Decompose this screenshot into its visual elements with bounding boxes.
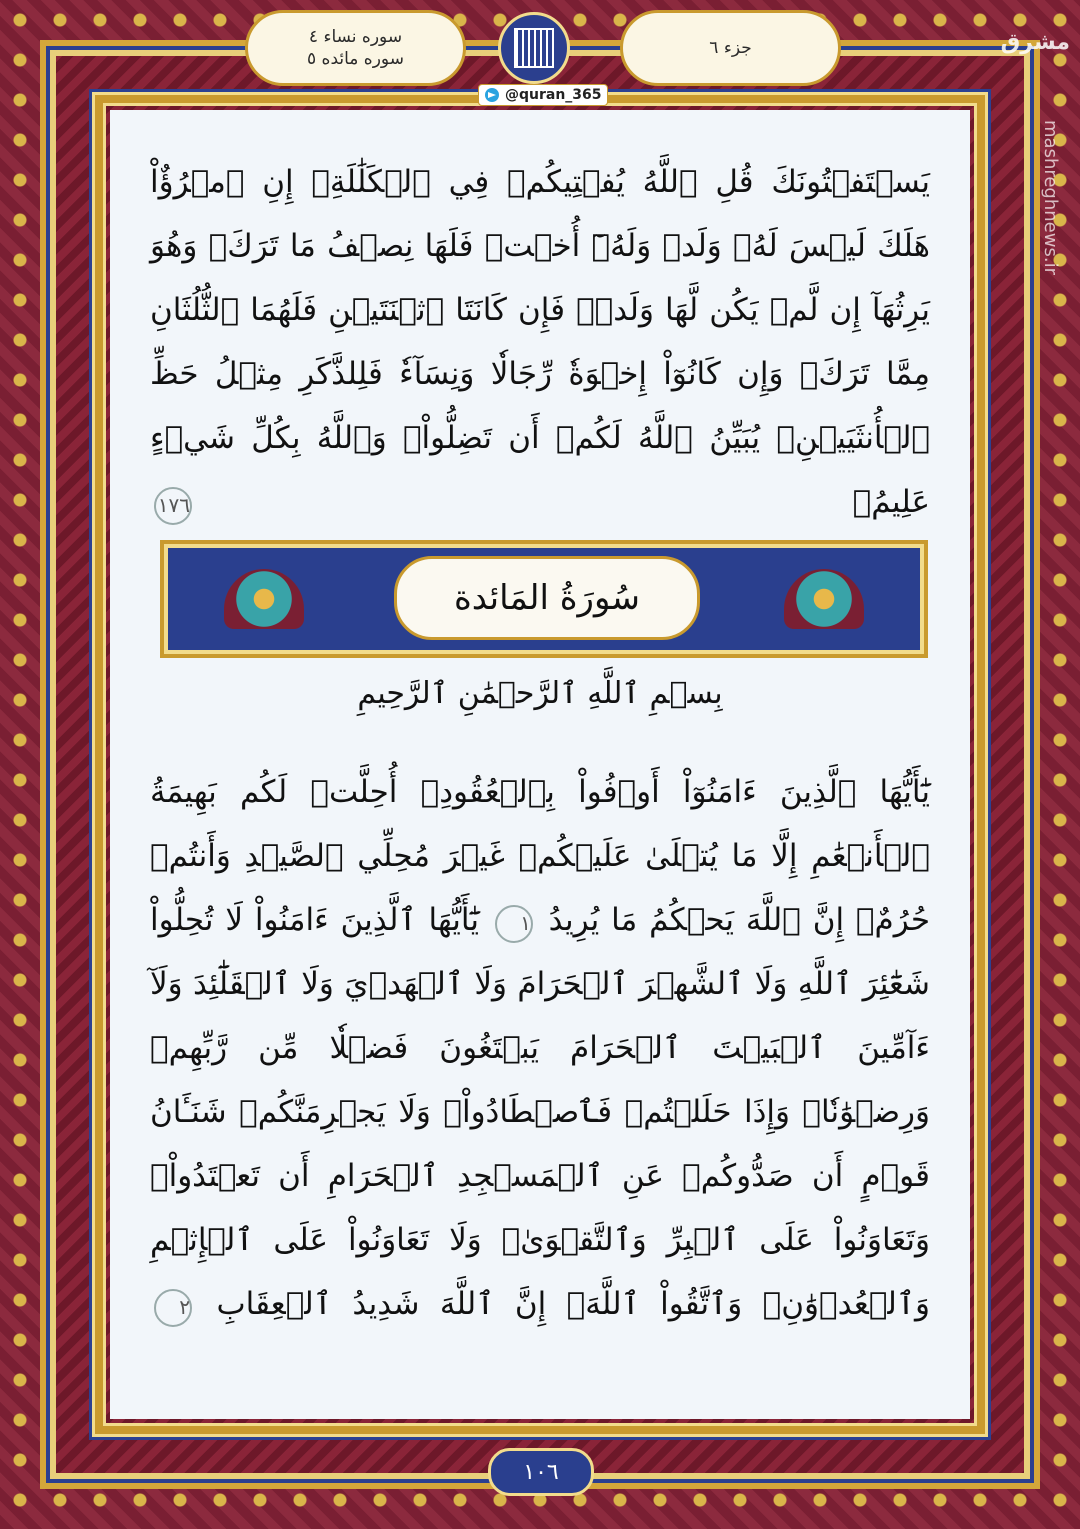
ornament-right-icon — [784, 569, 864, 629]
ayah-number-2: ٢ — [154, 1289, 192, 1327]
corner-watermark: مشرق — [1000, 30, 1070, 55]
surah-banner — [160, 540, 928, 658]
juz-header-cartouche — [620, 10, 841, 86]
header-juz: جزء ٦ — [709, 38, 752, 58]
verse-176: يَسۡتَفۡتُونَكَ قُلِ ٱللَّهُ يُفۡتِيكُمۡ فِي ٱلۡكَلَٰلَةِۚ إِنِ ٱمۡرُؤٌاْ هَلَكَ لَيۡسَ لَهُۥ وَلَدٞ وَلَهُۥٓ أُخۡتٞ فَلَهَا نِصۡفُ مَا تَرَكَۚ وَهُوَ يَرِثُهَآ إِن لَّمۡ يَكُن لَّهَا وَلَدٞۚ فَإِن كَانَتَا ٱثۡنَتَيۡنِ فَلَهُمَا ٱلثُّلُثَانِ مِمَّا تَرَكَۚ وَإِن كَانُوٓاْ إِخۡوَةٗ رِّجَالٗا وَنِسَآءٗ فَلِلذَّكَرِ مِثۡلُ حَظِّ ٱلۡأُنثَيَيۡنِۗ يُبَيِّنُ ٱللَّهُ لَكُمۡ أَن تَضِلُّواْۗ وَٱللَّهُ بِكُلِّ شَيۡءٍ عَلِيمُۢ — [150, 164, 930, 520]
verse-block-maidah — [150, 760, 930, 1336]
verse-2: يَٰٓأَيُّهَا ٱلَّذِينَ ءَامَنُواْ لَا تُحِلُّواْ شَعَٰٓئِرَ ٱللَّهِ وَلَا ٱلشَّهۡرَ ٱلۡحَرَامَ وَلَا ٱلۡهَدۡيَ وَلَا ٱلۡقَلَٰٓئِدَ وَلَآ ءَآمِّينَ ٱلۡبَيۡتَ ٱلۡحَرَامَ يَبۡتَغُونَ فَضۡلٗا مِّن رَّبِّهِمۡ وَرِضۡوَٰنٗاۚ وَإِذَا حَلَلۡتُمۡ فَٱصۡطَادُواْۚ وَلَا يَجۡرِمَنَّكُمۡ شَنَـَٔانُ قَوۡمٍ أَن صَدُّوكُمۡ عَنِ ٱلۡمَسۡجِدِ ٱلۡحَرَامِ أَن تَعۡتَدُواْۘ وَتَعَاوَنُواْ عَلَى ٱلۡبِرِّ وَٱلتَّقۡوَىٰۖ وَلَا تَعَاوَنُواْ عَلَى ٱلۡإِثۡمِ وَٱلۡعُدۡوَٰنِۚ وَٱتَّقُواْ ٱللَّهَۖ إِنَّ ٱللَّهَ شَدِيدُ ٱلۡعِقَابِ — [150, 902, 931, 1322]
surah-header-cartouche — [245, 10, 466, 86]
handle-text: @quran_365 — [505, 87, 602, 103]
surah-title: سُورَةُ المَائدة — [394, 556, 700, 640]
telegram-handle[interactable] — [478, 84, 608, 106]
page-number: ١٠٦ — [488, 1448, 594, 1496]
basmala: بِسۡمِ ٱللَّهِ ٱلرَّحۡمَٰنِ ٱلرَّحِيمِ — [357, 676, 723, 711]
verse-block-top — [150, 150, 930, 534]
logo-icon — [498, 12, 570, 84]
ayah-number-1: ١ — [495, 905, 533, 943]
ornament-left-icon — [224, 569, 304, 629]
header-surah-2: سوره مائده ٥ — [307, 49, 404, 69]
header-surah-1: سوره نساء ٤ — [308, 27, 403, 47]
ayah-number-176: ١٧٦ — [154, 487, 192, 525]
vertical-watermark: mashreghnews.ir — [1040, 120, 1061, 275]
telegram-icon — [485, 88, 499, 102]
verse-1: يَٰٓأَيُّهَا ٱلَّذِينَ ءَامَنُوٓاْ أَوۡفُواْ بِٱلۡعُقُودِۚ أُحِلَّتۡ لَكُم بَهِيمَةُ ٱلۡأَنۡعَٰمِ إِلَّا مَا يُتۡلَىٰ عَلَيۡكُمۡ غَيۡرَ مُحِلِّي ٱلصَّيۡدِ وَأَنتُمۡ حُرُمٌۗ إِنَّ ٱللَّهَ يَحۡكُمُ مَا يُرِيدُ — [150, 774, 930, 938]
